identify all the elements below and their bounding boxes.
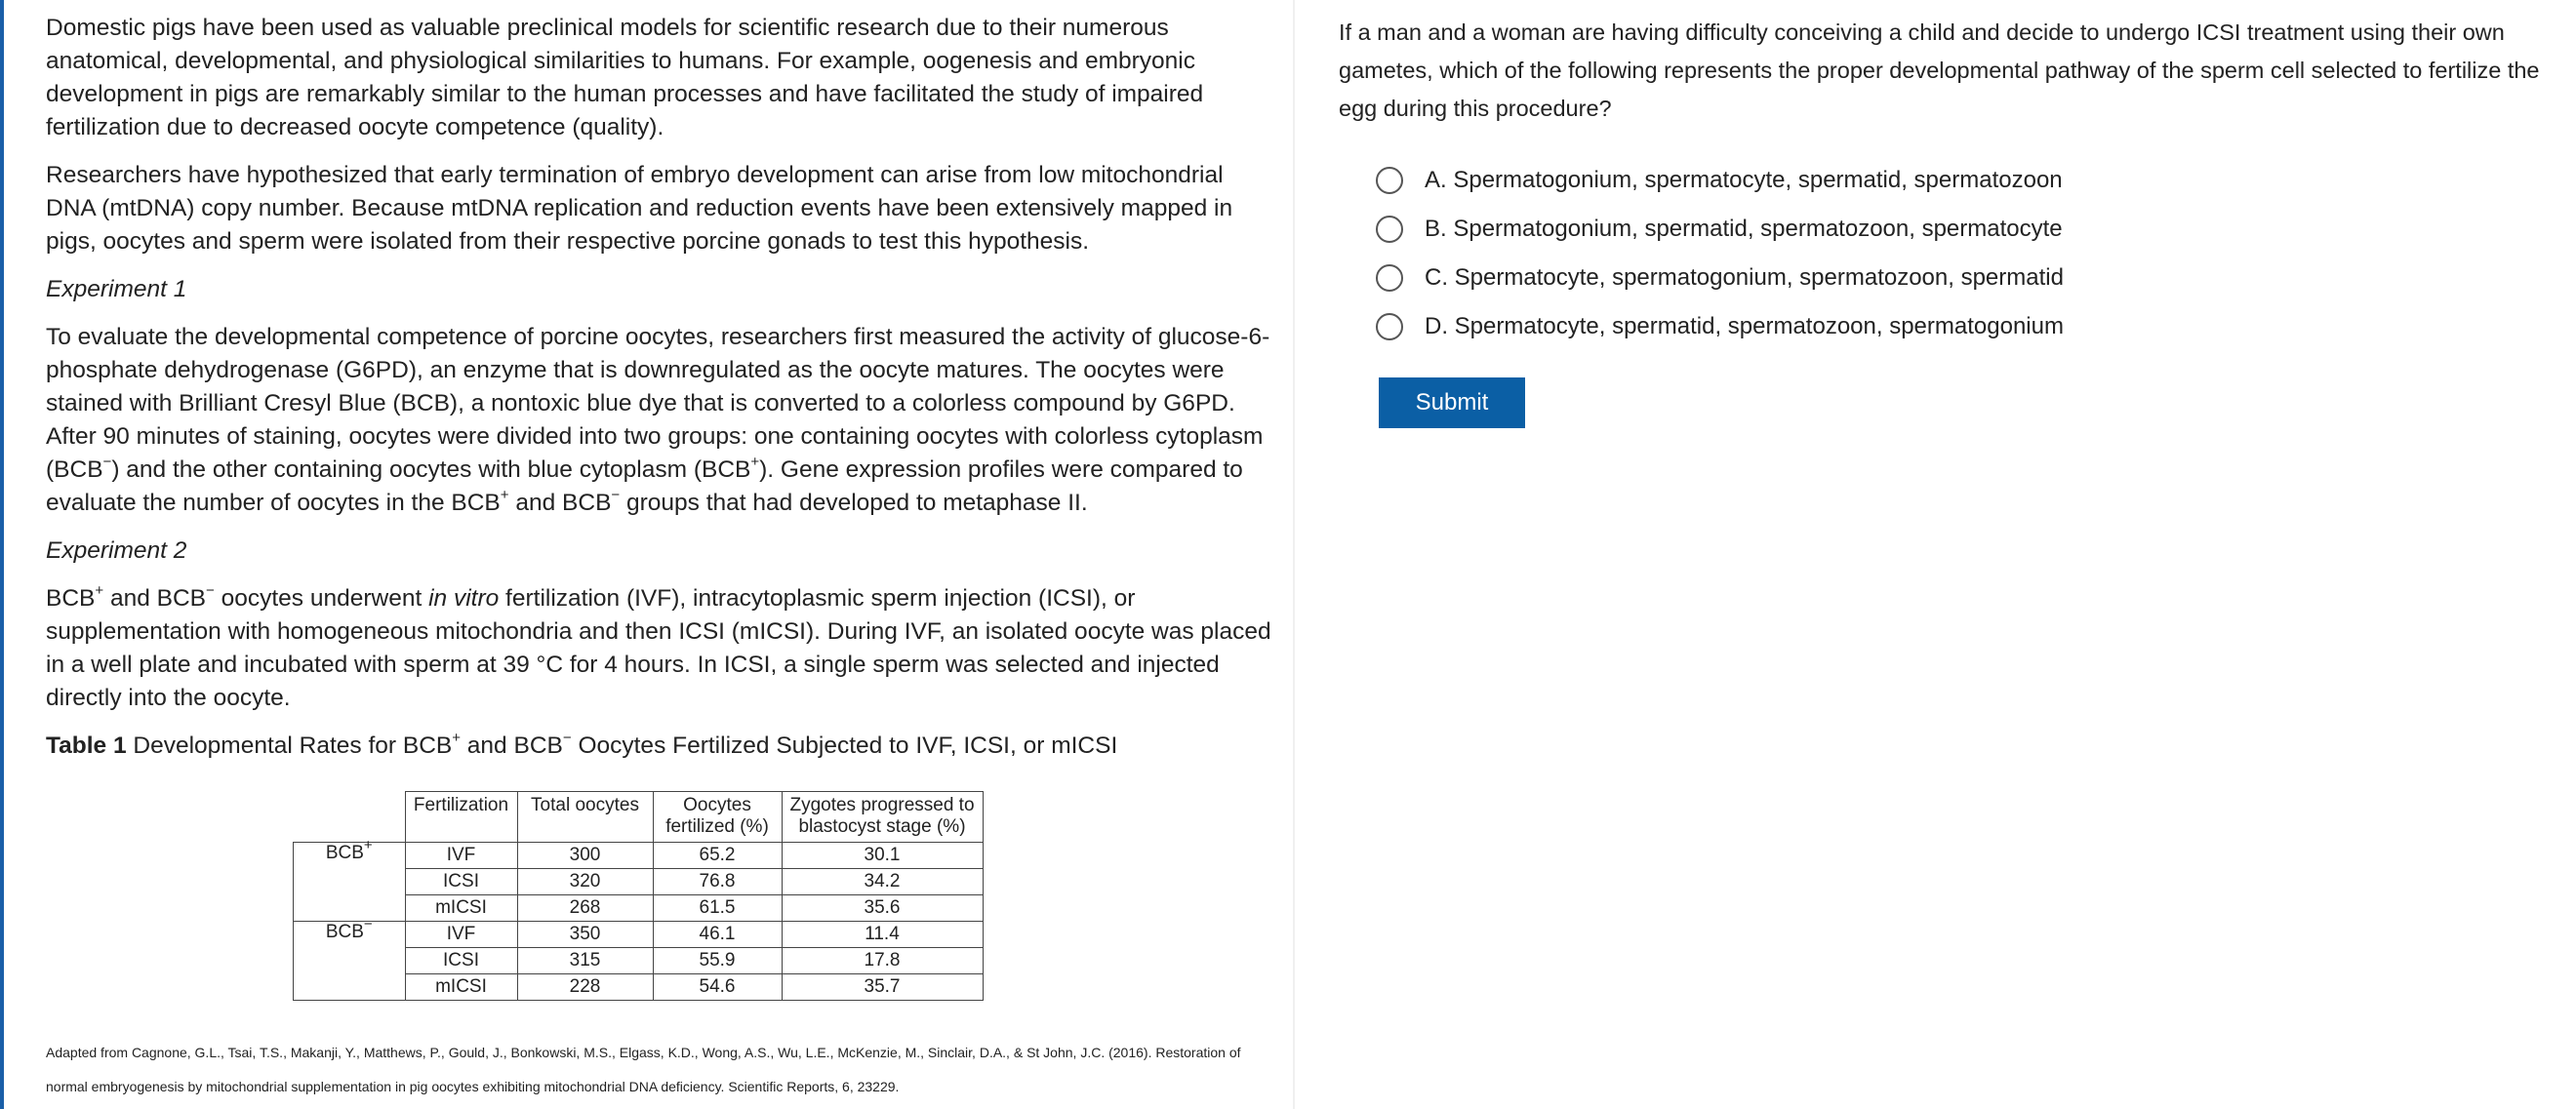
passage-paragraph-2: Researchers have hypothesized that early termination of embryo development can arise from low mitochondrial DNA (mtDNA) copy number. Because mtDNA replication and reduction events have been extensively mapped in pigs, oocytes and sperm were isolated from their respective porcine gonads to test this hypothesis. bbox=[46, 162, 1233, 255]
group-label-bcb-plus: BCB+ bbox=[294, 843, 406, 922]
table-cell: mICSI bbox=[405, 974, 517, 1001]
option-label: C. Spermatocyte, spermatogonium, spermatozoon, spermatid bbox=[1425, 264, 2064, 291]
table-header: Oocytes fertilized (%) bbox=[653, 792, 782, 843]
answer-options bbox=[1376, 156, 2064, 351]
radio-icon[interactable] bbox=[1376, 264, 1403, 292]
table-cell: IVF bbox=[405, 922, 517, 948]
citation: Adapted from Cagnone, G.L., Tsai, T.S., Makanji, Y., Matthews, P., Gould, J., Bonkowski, M.S., Elgass, K.D., Wong, A.S., Wu, L.E., McKenzie, M., Sinclair, D.A., & St John, J.C. (2016). Restoration of normal embryogenesis by mitochondrial supplementation in pig oocytes exhibiting mitochondrial DNA deficiency. Scientific Reports, 6, 23229. bbox=[46, 1045, 1241, 1094]
option-label: B. Spermatogonium, spermatid, spermatozoon, spermatocyte bbox=[1425, 216, 2063, 242]
table-cell: mICSI bbox=[405, 895, 517, 922]
passage-paragraph-4: BCB+ and BCB− oocytes underwent in vitro fertilization (IVF), intracytoplasmic sperm injection (ICSI), or supplementation with homogeneous mitochondria and then ICSI (mICSI). During IVF, an isolated oocyte was placed in a well plate and incubated with sperm at 39 °C for 4 hours. In ICSI, a single sperm was selected and injected directly into the oocyte. bbox=[46, 581, 1271, 711]
question-text: If a man and a woman are having difficulty conceiving a child and decide to undergo ICSI treatment using their own gametes, which of the following represents the proper developmental pathway of the sperm cell selected to fertilize the egg during this procedure? bbox=[1339, 20, 2540, 121]
table-cell: 76.8 bbox=[653, 869, 782, 895]
panel-divider bbox=[1293, 0, 1295, 1109]
table-cell: 228 bbox=[517, 974, 653, 1001]
table-cell: 35.6 bbox=[782, 895, 983, 922]
table-cell: 46.1 bbox=[653, 922, 782, 948]
table-cell: 300 bbox=[517, 843, 653, 869]
table-cell: 54.6 bbox=[653, 974, 782, 1001]
option-b[interactable] bbox=[1376, 205, 2064, 254]
table-cell: 65.2 bbox=[653, 843, 782, 869]
table-cell: 35.7 bbox=[782, 974, 983, 1001]
table-cell: 268 bbox=[517, 895, 653, 922]
option-d[interactable] bbox=[1376, 302, 2064, 351]
radio-icon[interactable] bbox=[1376, 216, 1403, 243]
option-label: D. Spermatocyte, spermatid, spermatozoon, spermatogonium bbox=[1425, 313, 2064, 339]
table-header: Fertilization bbox=[405, 792, 517, 843]
radio-icon[interactable] bbox=[1376, 313, 1403, 340]
table-cell bbox=[294, 792, 406, 843]
table-cell: 17.8 bbox=[782, 948, 983, 974]
option-c[interactable] bbox=[1376, 254, 2064, 302]
experiment-2-heading: Experiment 2 bbox=[46, 537, 187, 564]
developmental-rates-table bbox=[293, 791, 984, 1001]
table-cell: ICSI bbox=[405, 948, 517, 974]
table-cell: 61.5 bbox=[653, 895, 782, 922]
table-cell: IVF bbox=[405, 843, 517, 869]
table-cell: 55.9 bbox=[653, 948, 782, 974]
submit-button[interactable]: Submit bbox=[1379, 377, 1525, 428]
table-row bbox=[294, 843, 984, 869]
radio-icon[interactable] bbox=[1376, 167, 1403, 194]
table-row bbox=[294, 922, 984, 948]
table-cell: 350 bbox=[517, 922, 653, 948]
experiment-1-heading: Experiment 1 bbox=[46, 276, 187, 302]
left-accent-bar bbox=[0, 0, 4, 1109]
option-label: A. Spermatogonium, spermatocyte, spermatid, spermatozoon bbox=[1425, 167, 2063, 193]
table-cell: 34.2 bbox=[782, 869, 983, 895]
table-cell: 11.4 bbox=[782, 922, 983, 948]
table-cell: 315 bbox=[517, 948, 653, 974]
table-header: Total oocytes bbox=[517, 792, 653, 843]
passage-panel bbox=[46, 12, 1275, 777]
option-a[interactable] bbox=[1376, 156, 2064, 205]
group-label-bcb-minus: BCB− bbox=[294, 922, 406, 1001]
passage-paragraph-1: Domestic pigs have been used as valuable preclinical models for scientific research due to their numerous anatomical, developmental, and physiological similarities to humans. For example, oogenesis and embryonic development in pigs are remarkably similar to the human processes and have facilitated the study of impaired fertilization due to decreased oocyte competence (quality). bbox=[46, 15, 1204, 140]
table-cell: 30.1 bbox=[782, 843, 983, 869]
passage-paragraph-3: To evaluate the developmental competence of porcine oocytes, researchers first measured the activity of glucose-6-phosphate dehydrogenase (G6PD), an enzyme that is downregulated as the oocyte matures. The oocytes were stained with Brilliant Cresyl Blue (BCB), a nontoxic blue dye that is converted to a colorless compound by G6PD. After 90 minutes of staining, oocytes were divided into two groups: one containing oocytes with colorless cytoplasm (BCB−) and the other containing oocytes with blue cytoplasm (BCB+). Gene expression profiles were compared to evaluate the number of oocytes in the BCB+ and BCB− groups that had developed to metaphase II. bbox=[46, 324, 1270, 516]
table-header-row bbox=[294, 792, 984, 843]
table-cell: 320 bbox=[517, 869, 653, 895]
table-cell: ICSI bbox=[405, 869, 517, 895]
table-title: Table 1 Developmental Rates for BCB+ and BCB− Oocytes Fertilized Subjected to IVF, ICSI, or mICSI bbox=[46, 729, 1118, 759]
table-header: Zygotes progressed to blastocyst stage (%) bbox=[782, 792, 983, 843]
